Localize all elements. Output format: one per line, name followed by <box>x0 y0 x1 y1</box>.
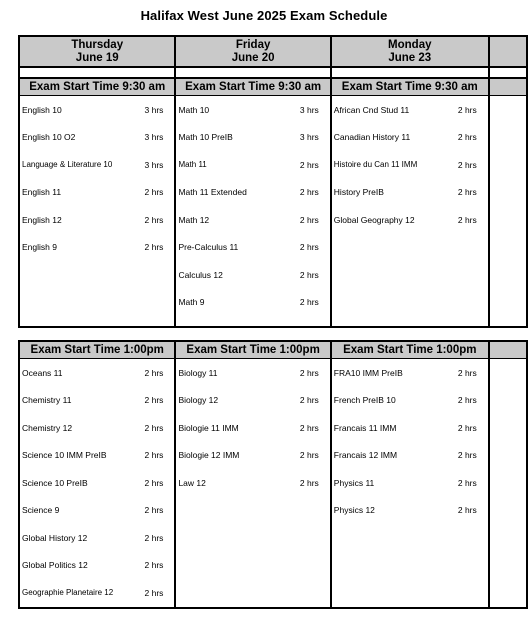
exam-subject: Science 9 <box>22 505 60 516</box>
exam-cell <box>175 234 330 262</box>
exam-duration: 2 hrs <box>299 269 319 280</box>
exam-subject: Histoire du Can 11 IMM <box>333 160 418 170</box>
exam-cell <box>19 359 175 387</box>
spacer-row <box>19 67 527 78</box>
exam-schedule-table <box>18 35 528 609</box>
exam-duration: 2 hrs <box>299 214 319 225</box>
exam-cell <box>175 289 330 317</box>
exam-duration: 2 hrs <box>144 532 164 543</box>
exam-duration: 2 hrs <box>457 505 477 516</box>
exam-cell <box>331 206 489 234</box>
table-row <box>19 96 527 124</box>
exam-duration: 2 hrs <box>457 367 477 378</box>
exam-cell <box>19 497 175 525</box>
exam-cell <box>331 442 489 470</box>
exam-subject: Canadian History 11 <box>333 132 411 143</box>
exam-cell <box>19 289 175 317</box>
start-time-label: Exam Start Time 9:30 am <box>175 78 330 96</box>
exam-cell <box>331 289 489 317</box>
exam-subject: English 10 <box>22 104 62 115</box>
exam-duration: 2 hrs <box>299 450 319 461</box>
morning-time-header-row <box>19 78 527 96</box>
exam-subject: History PreIB <box>333 187 384 198</box>
exam-subject: Math 9 <box>178 297 205 308</box>
exam-cell <box>19 234 175 262</box>
table-row <box>19 497 527 525</box>
table-row <box>19 234 527 262</box>
day-date: June 19 <box>75 51 119 64</box>
day-header <box>331 36 489 67</box>
exam-cell <box>175 261 330 289</box>
exam-duration: 3 hrs <box>299 132 319 143</box>
table-row <box>19 151 527 179</box>
exam-subject: Math 11 <box>178 160 207 170</box>
exam-duration: 2 hrs <box>299 159 319 170</box>
exam-subject: Math 11 Extended <box>178 187 247 198</box>
exam-cell <box>175 96 330 124</box>
exam-subject: Math 10 <box>178 104 210 115</box>
table-row <box>19 579 527 608</box>
exam-duration: 2 hrs <box>144 187 164 198</box>
day-name: Friday <box>235 38 271 51</box>
exam-subject: Calculus 12 <box>178 269 223 280</box>
table-row <box>19 524 527 552</box>
exam-cell <box>331 359 489 387</box>
exam-cell <box>175 414 330 442</box>
exam-duration: 2 hrs <box>299 242 319 253</box>
exam-subject: Law 12 <box>178 477 206 488</box>
exam-subject: Physics 11 <box>333 477 375 488</box>
exam-duration: 2 hrs <box>144 395 164 406</box>
exam-duration: 2 hrs <box>299 297 319 308</box>
start-time-label: Exam Start Time 9:30 am <box>331 78 489 96</box>
exam-subject: Pre-Calculus 11 <box>178 242 239 253</box>
exam-cell <box>331 387 489 415</box>
exam-subject: Geographie Planetaire 12 <box>22 588 114 598</box>
exam-cell <box>175 442 330 470</box>
exam-subject: Global Politics 12 <box>22 560 88 571</box>
exam-duration: 2 hrs <box>144 560 164 571</box>
exam-cell <box>331 261 489 289</box>
exam-subject: Math 12 <box>178 214 210 225</box>
exam-cell <box>175 179 330 207</box>
table-row <box>19 124 527 152</box>
exam-cell <box>19 179 175 207</box>
exam-subject: Biology 11 <box>178 367 218 378</box>
exam-duration: 2 hrs <box>457 450 477 461</box>
table-row <box>19 359 527 387</box>
day-name: Monday <box>388 38 432 51</box>
exam-subject: Oceans 11 <box>22 367 63 378</box>
table-row <box>19 414 527 442</box>
gap-row <box>19 327 527 341</box>
exam-cell <box>331 414 489 442</box>
exam-cell <box>19 387 175 415</box>
exam-cell <box>331 124 489 152</box>
exam-cell <box>331 552 489 580</box>
exam-cell <box>331 579 489 608</box>
exam-duration: 2 hrs <box>299 395 319 406</box>
exam-subject: FRA10 IMM PreIB <box>333 367 403 378</box>
exam-subject: Physics 12 <box>333 505 375 516</box>
exam-duration: 2 hrs <box>299 367 319 378</box>
exam-subject: Chemistry 12 <box>22 422 73 433</box>
exam-duration: 2 hrs <box>144 505 164 516</box>
exam-cell <box>175 124 330 152</box>
exam-subject: English 11 <box>22 187 62 198</box>
exam-subject: English 12 <box>22 214 62 225</box>
exam-cell <box>19 552 175 580</box>
exam-duration: 2 hrs <box>144 477 164 488</box>
exam-duration: 2 hrs <box>144 242 164 253</box>
table-row <box>19 289 527 317</box>
exam-duration: 2 hrs <box>299 422 319 433</box>
start-time-label: Exam Start Time 1:00pm <box>331 341 489 359</box>
day-header-overflow <box>489 36 527 67</box>
exam-subject: African Cnd Stud 11 <box>333 104 410 115</box>
table-row <box>19 552 527 580</box>
exam-subject: English 10 O2 <box>22 132 76 143</box>
start-time-label: Exam Start Time 1:00pm <box>175 341 330 359</box>
exam-cell <box>331 179 489 207</box>
exam-duration: 2 hrs <box>457 395 477 406</box>
day-date: June 23 <box>388 51 432 64</box>
exam-subject: Francais 11 IMM <box>333 422 397 433</box>
exam-duration: 2 hrs <box>457 104 477 115</box>
exam-duration: 2 hrs <box>457 477 477 488</box>
table-row <box>19 206 527 234</box>
table-row <box>19 261 527 289</box>
table-row <box>19 469 527 497</box>
exam-cell <box>19 414 175 442</box>
exam-cell <box>175 497 330 525</box>
exam-duration: 2 hrs <box>457 187 477 198</box>
exam-subject: Biologie 11 IMM <box>178 422 239 433</box>
exam-cell <box>19 261 175 289</box>
exam-cell <box>19 124 175 152</box>
exam-cell <box>331 151 489 179</box>
exam-cell <box>331 497 489 525</box>
exam-duration: 2 hrs <box>144 422 164 433</box>
exam-subject: Biology 12 <box>178 395 219 406</box>
exam-cell <box>175 469 330 497</box>
exam-cell <box>175 206 330 234</box>
exam-duration: 3 hrs <box>144 132 164 143</box>
exam-cell <box>175 151 330 179</box>
exam-cell <box>19 579 175 608</box>
page-title: Halifax West June 2025 Exam Schedule <box>140 8 388 23</box>
exam-cell <box>19 442 175 470</box>
exam-subject: Global Geography 12 <box>333 214 415 225</box>
block-end-row <box>19 316 527 327</box>
exam-cell <box>175 552 330 580</box>
exam-cell <box>19 206 175 234</box>
exam-duration: 2 hrs <box>299 187 319 198</box>
exam-cell <box>19 151 175 179</box>
exam-subject: Global History 12 <box>22 532 88 543</box>
exam-cell <box>331 96 489 124</box>
exam-duration: 3 hrs <box>299 104 319 115</box>
exam-cell <box>19 469 175 497</box>
exam-cell <box>175 524 330 552</box>
table-row <box>19 442 527 470</box>
exam-duration: 2 hrs <box>299 477 319 488</box>
exam-cell <box>19 96 175 124</box>
exam-duration: 2 hrs <box>144 367 164 378</box>
day-header-row <box>19 36 527 67</box>
exam-cell <box>331 524 489 552</box>
exam-subject: Science 10 PreIB <box>22 477 88 488</box>
exam-subject: Francais 12 IMM <box>333 450 398 461</box>
exam-subject: English 9 <box>22 242 57 253</box>
exam-subject: Biologie 12 IMM <box>178 450 240 461</box>
day-header <box>19 36 175 67</box>
day-date: June 20 <box>231 51 275 64</box>
table-row <box>19 179 527 207</box>
exam-subject: Science 10 IMM PreIB <box>22 450 107 461</box>
exam-subject: Math 10 PreIB <box>178 132 233 143</box>
exam-duration: 2 hrs <box>144 450 164 461</box>
afternoon-time-header-row <box>19 341 527 359</box>
exam-duration: 2 hrs <box>457 159 477 170</box>
exam-cell <box>331 234 489 262</box>
exam-duration: 2 hrs <box>144 587 164 598</box>
exam-duration: 2 hrs <box>457 422 477 433</box>
exam-duration: 2 hrs <box>144 214 164 225</box>
exam-duration: 3 hrs <box>144 104 164 115</box>
day-name: Thursday <box>71 38 124 51</box>
exam-cell <box>175 387 330 415</box>
exam-subject: Language & Literature 10 <box>22 160 113 170</box>
exam-cell <box>175 579 330 608</box>
exam-duration: 3 hrs <box>144 159 164 170</box>
day-header <box>175 36 330 67</box>
exam-duration: 2 hrs <box>457 132 477 143</box>
exam-cell <box>175 359 330 387</box>
exam-subject: French PreIB 10 <box>333 395 396 406</box>
exam-duration: 2 hrs <box>457 214 477 225</box>
exam-cell <box>19 524 175 552</box>
table-row <box>19 387 527 415</box>
start-time-label: Exam Start Time 9:30 am <box>19 78 175 96</box>
start-time-label: Exam Start Time 1:00pm <box>19 341 175 359</box>
exam-subject: Chemistry 11 <box>22 395 72 406</box>
exam-cell <box>331 469 489 497</box>
